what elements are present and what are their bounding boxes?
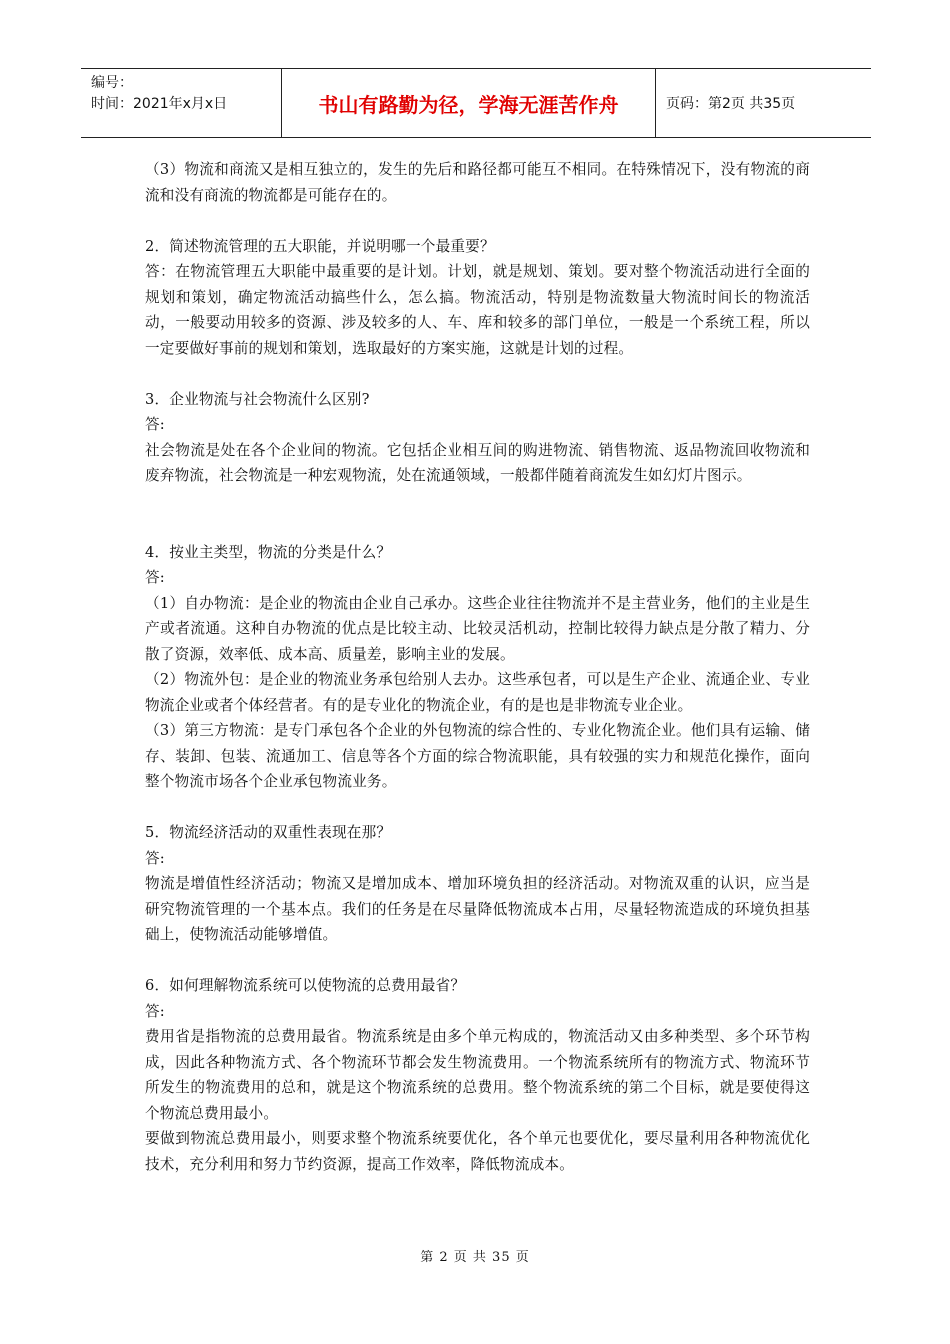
document-header	[81, 68, 871, 138]
q5-answer: 物流是增值性经济活动；物流又是增加成本、增加环境负担的经济活动。对物流双重的认识，应当是研究物流管理的一个基本点。我们的任务是在尽量降低物流成本占用，尽量轻物流造成的环境负担基础上，使物流活动能够增值。	[145, 875, 810, 943]
q6-answer-label: 答:	[145, 1002, 165, 1020]
header-meta-cell	[81, 69, 282, 137]
q6-question: 6．如何理解物流系统可以使物流的总费用最省？	[145, 977, 466, 994]
page-info-cell	[656, 69, 871, 137]
q4-item-2: （2）物流外包：是企业的物流业务承包给别人去办。这些承包者，可以是生产企业、流通企业、专业物流企业或者个体经营者。有的是专业化的物流企业，有的是也是非物流专业企业。	[145, 671, 810, 714]
time-label: 时间：2021年x月x日	[91, 96, 228, 112]
motto-text: 书山有路勤为径，学海无涯苦作舟	[318, 92, 619, 117]
q3-answer: 社会物流是处在各个企业间的物流。它包括企业相互间的购进物流、销售物流、返品物流回收物流和废弃物流，社会物流是一种宏观物流，处在流通领域，一般都伴随着商流发生如幻灯片图示。	[145, 441, 810, 484]
q3-answer-label: 答:	[145, 416, 165, 433]
motto-cell	[282, 69, 656, 137]
page-info-text: 页码：第2页 共35页	[666, 96, 796, 112]
q3-question: 3．企业物流与社会物流什么区别?	[145, 390, 370, 408]
q4-item-1: （1）自办物流：是企业的物流由企业自己承办。这些企业往往物流并不是主营业务，他们的主业是生产或者流通。这种自办物流的优点是比较主动、比较灵活机动，控制比较得力缺点是分散了精力、分散了资源，效率低、成本高、质量差，影响主业的发展。	[145, 594, 810, 663]
q4-answer-label: 答:	[145, 569, 165, 586]
q2-answer: 答：在物流管理五大职能中最重要的是计划。计划，就是规划、策划。要对整个物流活动进行全面的规划和策划，确定物流活动搞些什么，怎么搞。物流活动，特别是物流数量大物流时间长的物流活动，一般要动用较多的资源、涉及较多的人、车、库和较多的部门单位，一般是一个系统工程，所以一定要做好事前的规划和策划，选取最好的方案实施，这就是计划的过程。	[145, 263, 810, 357]
q5-question: 5．物流经济活动的双重性表现在那？	[145, 824, 392, 841]
q4-question: 4．按业主类型，物流的分类是什么？	[145, 543, 392, 561]
document-body	[145, 157, 810, 1177]
q6-answer-1: 费用省是指物流的总费用最省。物流系统是由多个单元构成的，物流活动又由多种类型、多个环节构成，因此各种物流方式、各个物流环节都会发生物流费用。一个物流系统所有的物流方式、物流环节所发生的物流费用的总和，就是这个物流系统的总费用。整个物流系统的第二个目标，就是要使得这个物流总费用最小。	[145, 1028, 810, 1122]
intro-paragraph: （3）物流和商流又是相互独立的，发生的先后和路径都可能互不相同。在特殊情况下，没有物流的商流和没有商流的物流都是可能存在的。	[145, 161, 810, 204]
number-label: 编号：	[91, 75, 133, 91]
page-footer: 第 2 页 共 35 页	[420, 1250, 530, 1265]
q6-answer-2: 要做到物流总费用最小，则要求整个物流系统要优化，各个单元也要优化，要尽量利用各种物流优化技术，充分利用和努力节约资源，提高工作效率，降低物流成本。	[145, 1130, 810, 1173]
q2-question: 2．简述物流管理的五大职能，并说明哪一个最重要？	[145, 237, 495, 255]
q4-item-3: （3）第三方物流：是专门承包各个企业的外包物流的综合性的、专业化物流企业。他们具有运输、储存、装卸、包装、流通加工、信息等各个方面的综合物流职能，具有较强的实力和规范化操作，面向整个物流市场各个企业承包物流业务。	[145, 722, 810, 790]
q5-answer-label: 答:	[145, 849, 165, 867]
